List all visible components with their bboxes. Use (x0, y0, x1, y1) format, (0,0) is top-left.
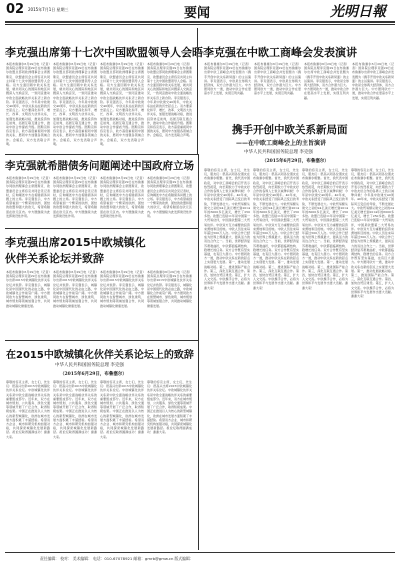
eu-summit-headline: 李克强出席第十七次中国欧盟领导人会晤 (5, 46, 203, 59)
forum-speech-byline: 中华人民共和国国务院总理 李克强 (55, 363, 124, 368)
business-summit-body-col4: 本报布鲁塞尔6月29日电（记者）国务院总理李克强29日在布鲁塞尔出席中欧工商峰会并发表题为《携手开创中欧关系新局面》的主旨演讲。李克强表示，中欧是全球两大经济体，双方合作潜力巨大。中方愿同欧方一道，推动中欧合作在更高水平上发展，实现互利共赢。 (352, 62, 395, 100)
speech-headline: 携手开创中欧关系新局面 (232, 124, 348, 136)
greek-debt-body-col3: 本报布鲁塞尔6月29日电（记者）国务院总理李克强29日在布鲁塞尔同欧洲理事会主席图斯克、欧盟委员会主席容克共同会见记者时，应询阐述中方在希腊债务问题上的立场。李克强表示，中方希望看到一个繁荣的欧洲、团结的欧盟和强大的欧元，希望希腊留在欧元区内。中方愿继续为此发挥建设性作用。 (100, 176, 144, 218)
business-summit-body: 本报布鲁塞尔6月29日电（记者）国务院总理李克强29日在布鲁塞尔出席中欧工商峰会并发表题为《携手开创中欧关系新局面》的主旨演讲。李克强表示，中欧是全球两大经济体，双方合作潜力巨大。中方愿同欧方一道，推动中欧合作在更高水平上发展，实现互利共赢。 (204, 62, 251, 96)
eu-summit-body-col3: 本报布鲁塞尔6月29日电（记者）国务院总理李克强29日在布鲁塞尔欧盟总部同欧洲理事会主席图斯克、欧盟委员会主席容克共同主持第十七次中国欧盟领导人会晤。双方全面回顾中欧关系发展，就共同关心的国际和地区问题深入交换意见，一致同意推动中欧全面战略伙伴关系迈上新台阶。李克强表示，今年是中欧建交40周年，中欧关系站在新的历史起点上。双方要深化和平、增长、改革、文明四大伙伴关系，加强发展战略对接，推进投资协定谈判，拓展互联互通合作，推动中欧合作提质升级。图斯克和容克表示，欧方高度重视同中国的关系，愿同中方加强各领域合作。会晤后，双方发表联合声明。 (100, 62, 144, 146)
section-rule (5, 154, 198, 155)
eu-summit-body: 本报布鲁塞尔6月29日电（记者）国务院总理李克强29日在布鲁塞尔欧盟总部同欧洲理事会主席图斯克、欧盟委员会主席容克共同主持第十七次中国欧盟领导人会晤。双方全面回顾中欧关系发展，就共同关心的国际和地区问题深入交换意见，一致同意推动中欧全面战略伙伴关系迈上新台阶。李克强表示，今年是中欧建交40周年，中欧关系站在新的历史起点上。双方要深化和平、增长、改革、文明四大伙伴关系，加强发展战略对接，推进投资协定谈判，拓展互联互通合作，推动中欧合作提质升级。图斯克和容克表示，欧方高度重视同中国的关系，愿同中方加强各领域合作。会晤后，双方发表联合声明。 (6, 62, 50, 146)
masthead-rule (5, 21, 395, 23)
urbanization-body-col3: 本报布鲁塞尔6月29日电（记者）国务院总理李克强29日在布鲁塞尔出席2015中欧城镇化伙伴关系论坛并致辞。李克强表示，城镇化是中国现代化的必由之路，中欧城镇化合作前景广阔。中方愿同欧方在智慧城市、绿色建筑、城市规划等领域加强合作，共同推动城镇化健康发展。 (100, 270, 144, 308)
speech-subheadline: ——在中欧工商峰会上的主旨演讲 (236, 140, 327, 147)
forum-speech-headline: 在2015中欧城镇化伙伴关系论坛上的致辞 (6, 350, 194, 361)
business-summit-body-col3: 本报布鲁塞尔6月29日电（记者）国务院总理李克强29日在布鲁塞尔出席中欧工商峰会并发表题为《携手开创中欧关系新局面》的主旨演讲。李克强表示，中欧是全球两大经济体，双方合作潜力巨大。中方愿同欧方一道，推动中欧合作在更高水平上发展，实现互利共赢。 (304, 62, 350, 100)
masthead-rule-thin (5, 24, 395, 25)
urbanization-headline-line1: 李克强出席2015中欧城镇化 (5, 236, 146, 249)
section-rule (5, 228, 198, 229)
eu-summit-body-col4: 本报布鲁塞尔6月29日电（记者）国务院总理李克强29日在布鲁塞尔欧盟总部同欧洲理事会主席图斯克、欧盟委员会主席容克共同主持第十七次中国欧盟领导人会晤。双方全面回顾中欧关系发展，就共同关心的国际和地区问题深入交换意见，一致同意推动中欧全面战略伙伴关系迈上新台阶。李克强表示，今年是中欧建交40周年，中欧关系站在新的历史起点上。双方要深化和平、增长、改革、文明四大伙伴关系，加强发展战略对接，推进投资协定谈判，拓展互联互通合作，推动中欧合作提质升级。图斯克和容克表示，欧方高度重视同中国的关系，愿同中方加强各领域合作。会晤后，双方发表联合声明。 (147, 62, 193, 138)
section-rule (5, 340, 198, 341)
page-number: 02 (6, 2, 25, 17)
urbanization-body-col4: 本报布鲁塞尔6月29日电（记者）国务院总理李克强29日在布鲁塞尔出席2015中欧城镇化伙伴关系论坛并致辞。李克强表示，城镇化是中国现代化的必由之路，中欧城镇化合作前景广阔。中方愿同欧方在智慧城市、绿色建筑、城市规划等领域加强合作，共同推动城镇化健康发展。 (147, 270, 193, 308)
speech-body-col2: 尊敬的容克主席，女士们，先生们，朋友们：很高兴同各位朋友在布鲁塞尔相聚。首先，我代表中国政府，对中欧工商峰会的召开表示热烈祝贺，向长期致力于中欧友好合作的各界人士致以诚挚问候！今年是中欧建交40周年。40年来，中欧关系经受了国际风云变幻的考验，不断发展壮大。中欧贸易额从建交之初的24亿美元增长到2014年的6000多亿美元，增长了250多倍。欧盟已连续11年是中国第一大贸易伙伴，中国是欧盟第二大贸易伙伴。中欧双方互为重要的投资来源地和目的地。中欧人员往来每年超过500万人次。中欧合作已经成为世界上规模最大、最具活力的双边合作之一。当前，世界经济复苏艰难曲折，中欧都面临调结构、稳增长的任务。双方合作既有坚实基础，也有巨大潜力。中方愿同欧方一道，推动中欧关系在新的起点上实现更大发展。第一，推动发展战略对接。第二，推进国际产能合作。第三，深化互联互通合作。第四，加快自贸区建设。第五，扩大人文交流。中欧携手合作，必将为世界和平与发展作出更大贡献。谢谢大家！ (253, 168, 299, 290)
greek-debt-body-col2: 本报布鲁塞尔6月29日电（记者）国务院总理李克强29日在布鲁塞尔同欧洲理事会主席图斯克、欧盟委员会主席容克共同会见记者时，应询阐述中方在希腊债务问题上的立场。李克强表示，中方希望看到一个繁荣的欧洲、团结的欧盟和强大的欧元，希望希腊留在欧元区内。中方愿继续为此发挥建设性作用。 (53, 176, 97, 218)
business-summit-body-col2: 本报布鲁塞尔6月29日电（记者）国务院总理李克强29日在布鲁塞尔出席中欧工商峰会并发表题为《携手开创中欧关系新局面》的主旨演讲。李克强表示，中欧是全球两大经济体，双方合作潜力巨大。中方愿同欧方一道，推动中欧合作在更高水平上发展，实现互利共赢。 (254, 62, 301, 96)
eu-summit-body-col2: 本报布鲁塞尔6月29日电（记者）国务院总理李克强29日在布鲁塞尔欧盟总部同欧洲理事会主席图斯克、欧盟委员会主席容克共同主持第十七次中国欧盟领导人会晤。双方全面回顾中欧关系发展，就共同关心的国际和地区问题深入交换意见，一致同意推动中欧全面战略伙伴关系迈上新台阶。李克强表示，今年是中欧建交40周年，中欧关系站在新的历史起点上。双方要深化和平、增长、改革、文明四大伙伴关系，加强发展战略对接，推进投资协定谈判，拓展互联互通合作，推动中欧合作提质升级。图斯克和容克表示，欧方高度重视同中国的关系，愿同中方加强各领域合作。会晤后，双方发表联合声明。 (53, 62, 97, 146)
greek-debt-body-col1: 本报布鲁塞尔6月29日电（记者）国务院总理李克强29日在布鲁塞尔同欧洲理事会主席图斯克、欧盟委员会主席容克共同会见记者时，应询阐述中方在希腊债务问题上的立场。李克强表示，中方希望看到一个繁荣的欧洲、团结的欧盟和强大的欧元，希望希腊留在欧元区内。中方愿继续为此发挥建设性作用。 (6, 176, 50, 218)
column-divider-vertical (197, 28, 198, 154)
date-line: 2015年7月1日 星期三 (28, 7, 69, 12)
greek-debt-body-col4: 本报布鲁塞尔6月29日电（记者）国务院总理李克强29日在布鲁塞尔同欧洲理事会主席图斯克、欧盟委员会主席容克共同会见记者时，应询阐述中方在希腊债务问题上的立场。李克强表示，中方希望看到一个繁荣的欧洲、团结的欧盟和强大的欧元，希望希腊留在欧元区内。中方愿继续为此发挥建设性作用。 (147, 176, 193, 218)
paper-name: 光明日報 (330, 4, 386, 20)
forum-speech-body-col1: 尊敬的容克主席，女士们，先生们：很高兴出席2015中欧城镇化伙伴关系论坛。中欧城镇化伙伴关系是中欧全面战略伙伴关系的重要组成部分。近年来，双方在城市规划、公共服务、绿色交通等领域开展了广泛合作，取得积极成果。中国正在推进以人为核心的新型城镇化，欧洲在城市发展方面积累了丰富经验。希望双方企业、城市和研究机构加强对接，共同探索城镇化发展新路径。祝论坛取得圆满成功！谢谢大家。 (6, 380, 50, 439)
section-title: 要闻 (184, 6, 211, 21)
speech-byline: 中华人民共和国国务院总理 李克强 (244, 150, 313, 155)
business-summit-headline: 李克强在中欧工商峰会发表演讲 (203, 46, 357, 59)
speech-body-col1: 尊敬的容克主席，女士们，先生们，朋友们：很高兴同各位朋友在布鲁塞尔相聚。首先，我代表中国政府，对中欧工商峰会的召开表示热烈祝贺，向长期致力于中欧友好合作的各界人士致以诚挚问候！今年是中欧建交40周年。40年来，中欧关系经受了国际风云变幻的考验，不断发展壮大。中欧贸易额从建交之初的24亿美元增长到2014年的6000多亿美元，增长了250多倍。欧盟已连续11年是中国第一大贸易伙伴，中国是欧盟第二大贸易伙伴。中欧双方互为重要的投资来源地和目的地。中欧人员往来每年超过500万人次。中欧合作已经成为世界上规模最大、最具活力的双边合作之一。当前，世界经济复苏艰难曲折，中欧都面临调结构、稳增长的任务。双方合作既有坚实基础，也有巨大潜力。中方愿同欧方一道，推动中欧关系在新的起点上实现更大发展。第一，推动发展战略对接。第二，推进国际产能合作。第三，深化互联互通合作。第四，加快自贸区建设。第五，扩大人文交流。中欧携手合作，必将为世界和平与发展作出更大贡献。谢谢大家！ (204, 168, 250, 290)
speech-body-col3: 尊敬的容克主席，女士们，先生们，朋友们：很高兴同各位朋友在布鲁塞尔相聚。首先，我代表中国政府，对中欧工商峰会的召开表示热烈祝贺，向长期致力于中欧友好合作的各界人士致以诚挚问候！今年是中欧建交40周年。40年来，中欧关系经受了国际风云变幻的考验，不断发展壮大。中欧贸易额从建交之初的24亿美元增长到2014年的6000多亿美元，增长了250多倍。欧盟已连续11年是中国第一大贸易伙伴，中国是欧盟第二大贸易伙伴。中欧双方互为重要的投资来源地和目的地。中欧人员往来每年超过500万人次。中欧合作已经成为世界上规模最大、最具活力的双边合作之一。当前，世界经济复苏艰难曲折，中欧都面临调结构、稳增长的任务。双方合作既有坚实基础，也有巨大潜力。中方愿同欧方一道，推动中欧关系在新的起点上实现更大发展。第一，推动发展战略对接。第二，推进国际产能合作。第三，深化互联互通合作。第四，加快自贸区建设。第五，扩大人文交流。中欧携手合作，必将为世界和平与发展作出更大贡献。谢谢大家！ (302, 168, 348, 290)
left-right-divider (198, 154, 199, 550)
urbanization-body-col1: 本报布鲁塞尔6月29日电（记者）国务院总理李克强29日在布鲁塞尔出席2015中欧城镇化伙伴关系论坛并致辞。李克强表示，城镇化是中国现代化的必由之路，中欧城镇化合作前景广阔。中方愿同欧方在智慧城市、绿色建筑、城市规划等领域加强合作，共同推动城镇化健康发展。 (6, 270, 50, 308)
forum-speech-body-col2: 尊敬的容克主席，女士们，先生们：很高兴出席2015中欧城镇化伙伴关系论坛。中欧城镇化伙伴关系是中欧全面战略伙伴关系的重要组成部分。近年来，双方在城市规划、公共服务、绿色交通等领域开展了广泛合作，取得积极成果。中国正在推进以人为核心的新型城镇化，欧洲在城市发展方面积累了丰富经验。希望双方企业、城市和研究机构加强对接，共同探索城镇化发展新路径。祝论坛取得圆满成功！谢谢大家。 (53, 380, 97, 439)
footer-rule (5, 552, 395, 553)
speech-body-col4: 尊敬的容克主席，女士们，先生们，朋友们：很高兴同各位朋友在布鲁塞尔相聚。首先，我代表中国政府，对中欧工商峰会的召开表示热烈祝贺，向长期致力于中欧友好合作的各界人士致以诚挚问候！今年是中欧建交40周年。40年来，中欧关系经受了国际风云变幻的考验，不断发展壮大。中欧贸易额从建交之初的24亿美元增长到2014年的6000多亿美元，增长了250多倍。欧盟已连续11年是中国第一大贸易伙伴，中国是欧盟第二大贸易伙伴。中欧双方互为重要的投资来源地和目的地。中欧人员往来每年超过500万人次。中欧合作已经成为世界上规模最大、最具活力的双边合作之一。当前，世界经济复苏艰难曲折，中欧都面临调结构、稳增长的任务。双方合作既有坚实基础，也有巨大潜力。中方愿同欧方一道，推动中欧关系在新的起点上实现更大发展。第一，推动发展战略对接。第二，推进国际产能合作。第三，深化互联互通合作。第四，加快自贸区建设。第五，扩大人文交流。中欧携手合作，必将为世界和平与发展作出更大贡献。谢谢大家！ (351, 168, 394, 299)
forum-speech-body-col3: 尊敬的容克主席，女士们，先生们：很高兴出席2015中欧城镇化伙伴关系论坛。中欧城镇化伙伴关系是中欧全面战略伙伴关系的重要组成部分。近年来，双方在城市规划、公共服务、绿色交通等领域开展了广泛合作，取得积极成果。中国正在推进以人为核心的新型城镇化，欧洲在城市发展方面积累了丰富经验。希望双方企业、城市和研究机构加强对接，共同探索城镇化发展新路径。祝论坛取得圆满成功！谢谢大家。 (100, 380, 144, 439)
forum-speech-dateline: （2015年6月29日，布鲁塞尔） (60, 372, 127, 377)
footer-credits: 责任编辑： 校对： 美术编辑： 电话：010-67078921 邮箱：gmrb@gmw.cn 版式编辑： (40, 556, 194, 561)
urbanization-body-col2: 本报布鲁塞尔6月29日电（记者）国务院总理李克强29日在布鲁塞尔出席2015中欧城镇化伙伴关系论坛并致辞。李克强表示，城镇化是中国现代化的必由之路，中欧城镇化合作前景广阔。中方愿同欧方在智慧城市、绿色建筑、城市规划等领域加强合作，共同推动城镇化健康发展。 (53, 270, 97, 308)
greek-debt-headline: 李克强就希腊债务问题阐述中国政府立场 (5, 160, 194, 172)
forum-speech-body-col4: 尊敬的容克主席，女士们，先生们：很高兴出席2015中欧城镇化伙伴关系论坛。中欧城镇化伙伴关系是中欧全面战略伙伴关系的重要组成部分。近年来，双方在城市规划、公共服务、绿色交通等领域开展了广泛合作，取得积极成果。中国正在推进以人为核心的新型城镇化，欧洲在城市发展方面积累了丰富经验。希望双方企业、城市和研究机构加强对接，共同探索城镇化发展新路径。祝论坛取得圆满成功！谢谢大家。 (147, 380, 193, 435)
speech-dateline: （2015年6月29日，布鲁塞尔） (262, 159, 329, 164)
urbanization-headline-line2: 伙伴关系论坛并致辞 (5, 252, 104, 265)
